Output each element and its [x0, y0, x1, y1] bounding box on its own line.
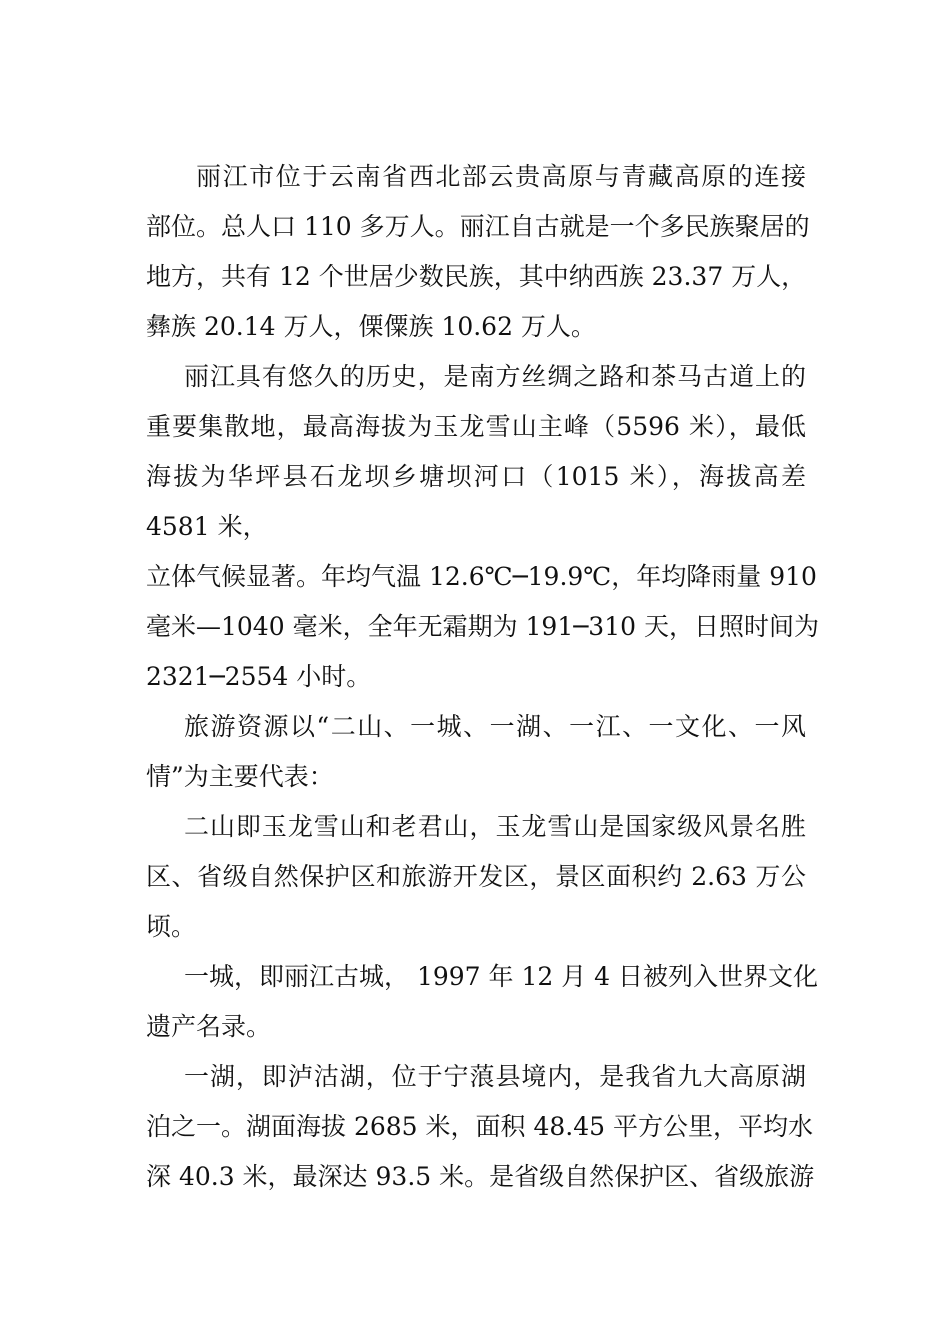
text-line: 部位。总人口 110 多万人。丽江自古就是一个多民族聚居的 — [146, 212, 810, 241]
text-line: 一城，即丽江古城， 1997 年 12 月 4 日被列入世界文化 — [184, 962, 819, 991]
text-line: 毫米—1040 毫米，全年无霜期为 191─310 天，日照时间为 — [146, 612, 819, 641]
text-line: 2321─2554 小时。 — [146, 662, 372, 691]
text-line: 地方，共有 12 个世居少数民族，其中纳西族 23.37 万人， — [146, 262, 807, 291]
text-line: 丽江市位于云南省西北部云贵高原与青藏高原的连接 — [196, 162, 806, 191]
text-line: 区、省级自然保护区和旅游开发区，景区面积约 2.63 万公 — [146, 862, 806, 891]
text-line: 二山即玉龙雪山和老君山，玉龙雪山是国家级风景名胜 — [184, 812, 806, 841]
text-line: 遗产名录。 — [146, 1012, 272, 1041]
document-body — [146, 152, 819, 1202]
text-line: 4581 米， — [146, 512, 268, 541]
text-line: 一湖，即泸沽湖，位于宁蒗县境内，是我省九大高原湖 — [184, 1062, 806, 1091]
text-line: 顷。 — [146, 912, 197, 941]
text-line: 旅游资源以“二山、一城、一湖、一江、一文化、一风 — [184, 712, 806, 741]
text-line: 丽江具有悠久的历史，是南方丝绸之路和茶马古道上的 — [184, 362, 806, 391]
text-line: 立体气候显著。年均气温 12.6℃─19.9℃，年均降雨量 910 — [146, 562, 817, 591]
text-line: 海拔为华坪县石龙坝乡塘坝河口（1015 米），海拔高差 — [146, 462, 806, 491]
text-line: 深 40.3 米，最深达 93.5 米。是省级自然保护区、省级旅游 — [146, 1162, 815, 1191]
text-line: 彝族 20.14 万人，傈僳族 10.62 万人。 — [146, 312, 596, 341]
text-line: 情”为主要代表： — [146, 762, 334, 791]
text-line: 重要集散地，最高海拔为玉龙雪山主峰（5596 米），最低 — [146, 412, 806, 441]
text-line: 泊之一。湖面海拔 2685 米，面积 48.45 平方公里，平均水 — [146, 1112, 813, 1141]
